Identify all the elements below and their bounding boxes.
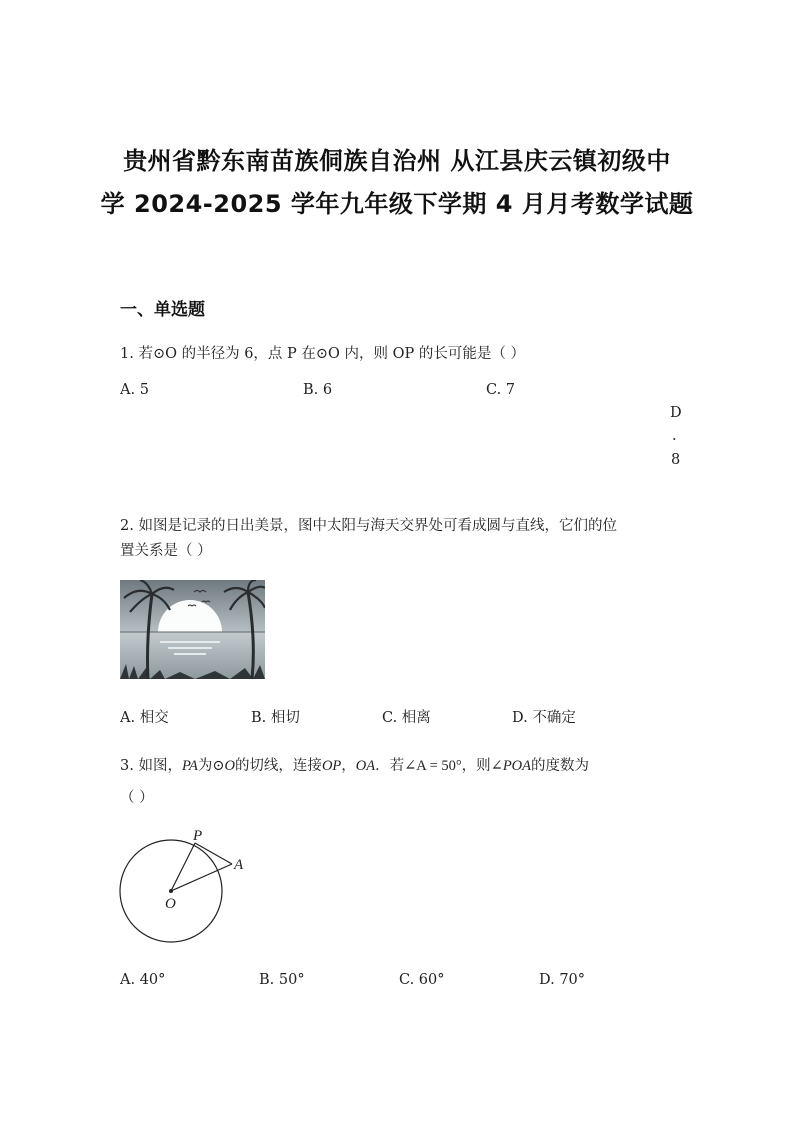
question-1-option-c[interactable]: C. 7 [486,382,516,398]
question-3-option-b[interactable]: B. 50° [259,972,305,988]
segment-op [171,843,195,891]
math-op: OP [321,758,342,774]
question-2-text-line-2: 置关系是（ ） [120,543,212,559]
center-point [169,889,173,893]
circle-tangent-figure [112,826,262,950]
math-angle-a: ∠A = 50° [404,758,462,774]
question-2-text-line-1: 2. 如图是记录的日出美景，图中太阳与海天交界处可看成圆与直线，它们的位 [120,518,617,534]
math-oa: OA [355,758,376,774]
math-circle-o: ⊙O [212,758,235,774]
math-pa: PA [181,758,198,774]
sunrise-sketch-image [120,580,265,679]
page-title-line-2: 学 2024-2025 学年九年级下学期 4 月月考数学试题 [100,190,694,218]
question-3-option-d[interactable]: D. 70° [539,972,586,988]
label-p: P [193,828,203,844]
label-o: O [165,896,176,912]
question-1-option-d-dot: . [672,428,677,444]
question-2-option-a[interactable]: A. 相交 [120,710,169,726]
math-angle-poa: ∠POA [490,758,532,774]
section-heading: 一、单选题 [120,300,205,320]
question-3-text-line-1: 3. 如图，PA为⊙O的切线，连接OP，OA．若∠A = 50°，则∠POA的度数为 [120,758,590,774]
question-2-option-d[interactable]: D. 不确定 [512,710,576,726]
question-1-option-b[interactable]: B. 6 [303,382,333,398]
question-1-text: 1. 若⊙O 的半径为 6，点 P 在⊙O 内，则 OP 的长可能是（ ） [120,346,526,362]
question-3-option-a[interactable]: A. 40° [120,972,166,988]
question-3-text-line-2: （ ） [120,790,154,806]
question-1-option-a[interactable]: A. 5 [120,382,149,398]
segment-oa [171,864,232,891]
question-2-option-c[interactable]: C. 相离 [382,710,431,726]
question-2-option-b[interactable]: B. 相切 [251,710,300,726]
question-3-option-c[interactable]: C. 60° [399,972,445,988]
page-title-line-1: 贵州省黔东南苗族侗族自治州 从江县庆云镇初级中 [123,147,671,175]
label-a: A [234,857,244,873]
segment-pa [195,843,232,864]
question-1-option-d-value[interactable]: 8 [671,452,681,468]
question-1-option-d-letter[interactable]: D [670,405,682,421]
